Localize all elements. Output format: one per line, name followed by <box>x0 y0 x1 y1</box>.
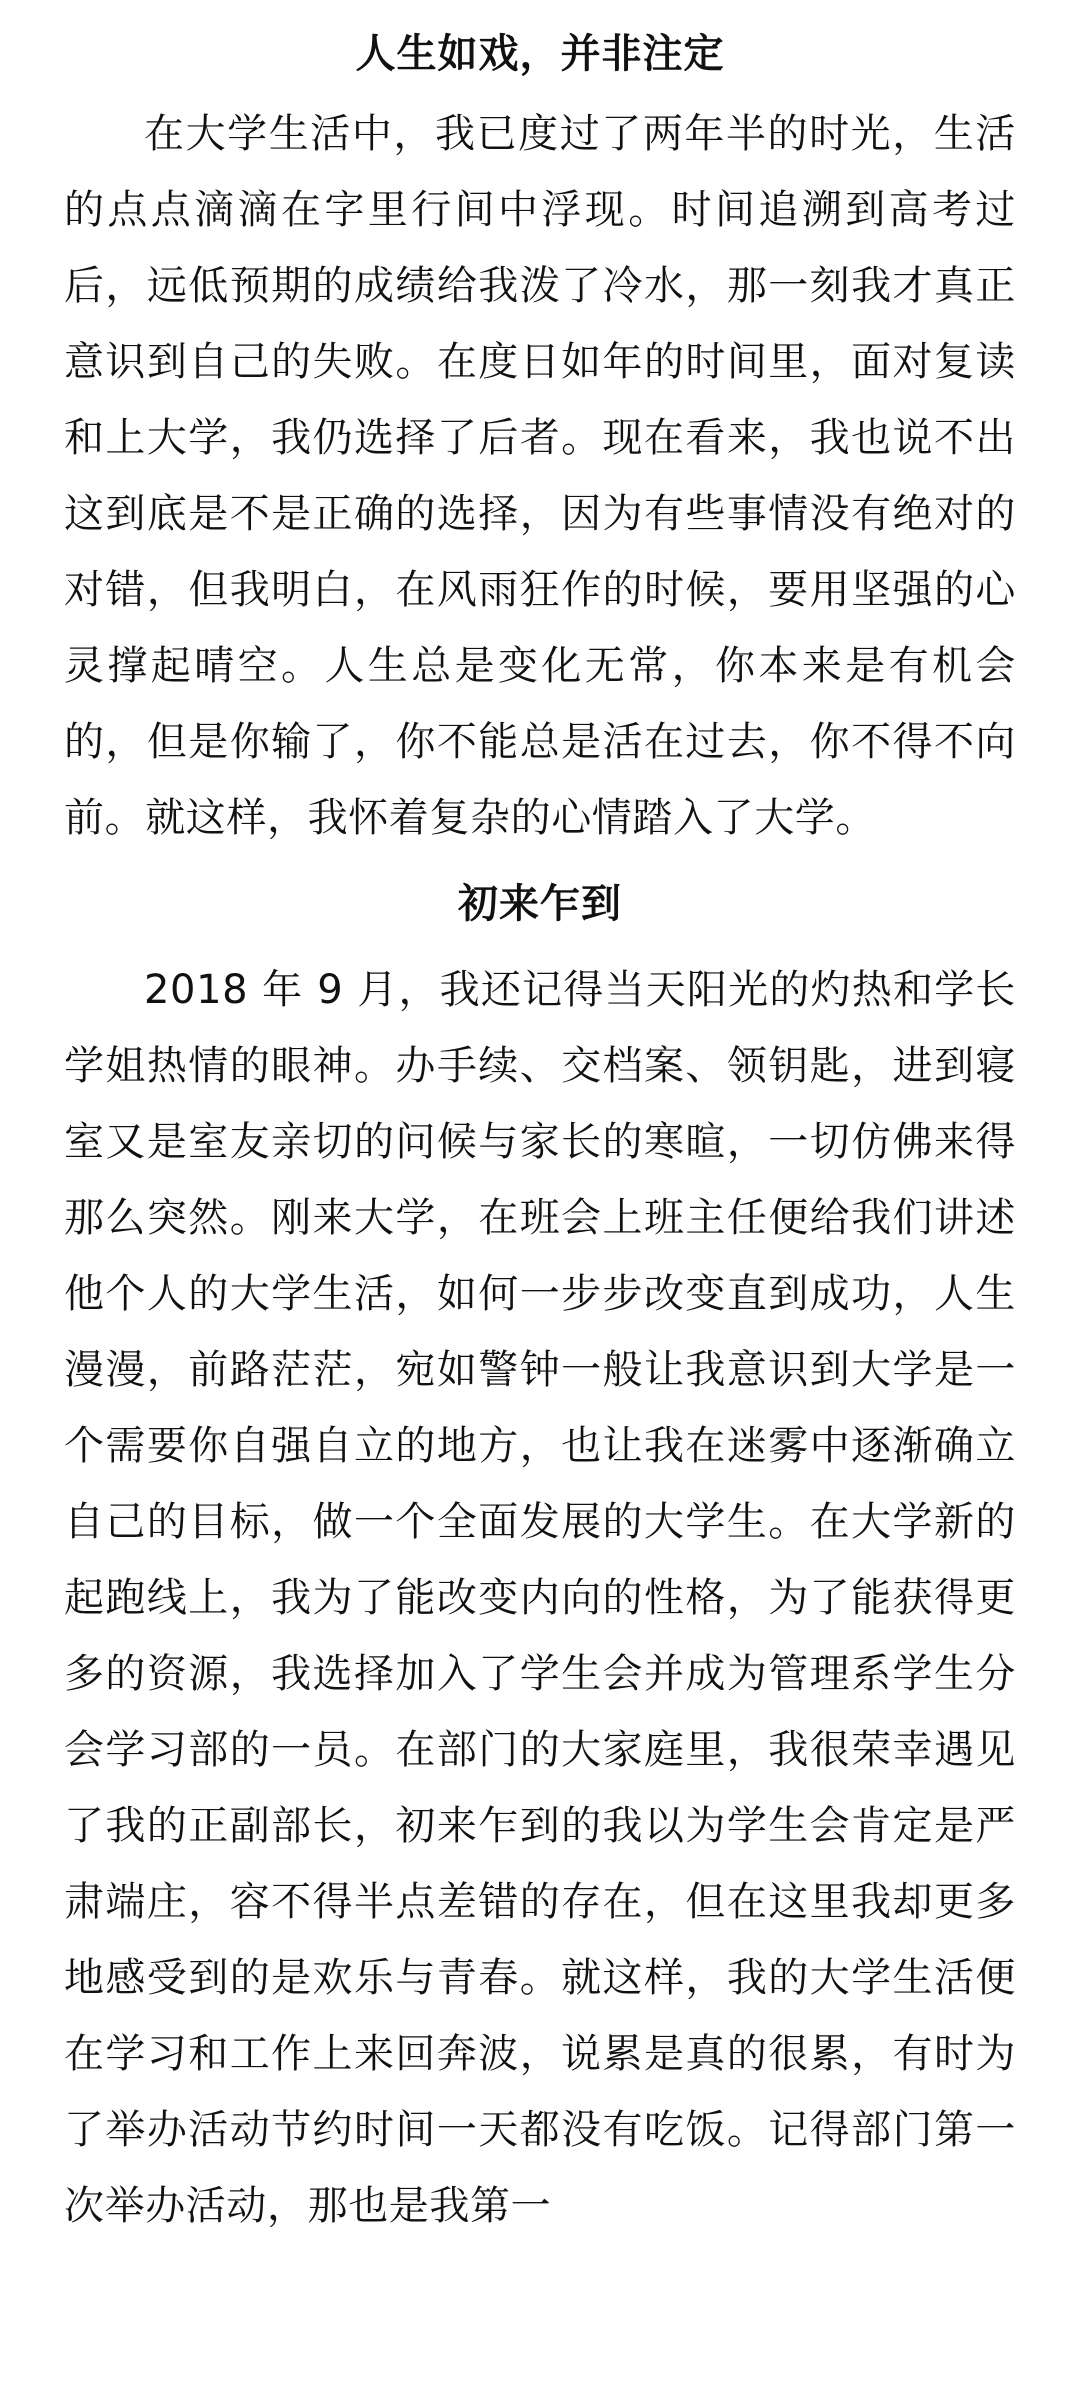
paragraph-university-intro: 在大学生活中，我已度过了两年半的时光，生活的点点滴滴在字里行间中浮现。时间追溯到高考过后，远低预期的成绩给我泼了冷水，那一刻我才真正意识到自己的失败。在度日如年的时间里，面对复读和上大学，我仍选择了后者。现在看来，我也说不出这到底是不是正确的选择，因为有些事情没有绝对的对错，但我明白，在风雨狂作的时候，要用坚强的心灵撑起晴空。人生总是变化无常，你本来是有机会的，但是你输了，你不能总是活在过去，你不得不向前。就这样，我怀着复杂的心情踏入了大学。 <box>64 111 1016 841</box>
section-heading-first-arrival: 初来乍到 <box>458 881 622 927</box>
paragraph-first-arrival: 2018 年 9 月，我还记得当天阳光的灼热和学长学姐热情的眼神。办手续、交档案、领钥匙，进到寝室又是室友亲切的问候与家长的寒暄，一切仿佛来得那么突然。刚来大学，在班会上班主任便给我们讲述他个人的大学生活，如何一步步改变直到成功，人生漫漫，前路茫茫，宛如警钟一般让我意识到大学是一个需要你自强自立的地方，也让我在迷雾中逐渐确立自己的目标，做一个全面发展的大学生。在大学新的起跑线上，我为了能改变内向的性格，为了能获得更多的资源，我选择加入了学生会并成为管理系学生分会学习部的一员。在部门的大家庭里，我很荣幸遇见了我的正副部长，初来乍到的我以为学生会肯定是严肃端庄，容不得半点差错的存在，但在这里我却更多地感受到的是欢乐与青春。就这样，我的大学生活便在学习和工作上来回奔波，说累是真的很累，有时为了举办活动节约时间一天都没有吃饭。记得部门第一次举办活动，那也是我第一 <box>64 967 1016 2229</box>
section-heading-life-is-a-play: 人生如戏，并非注定 <box>355 31 725 77</box>
